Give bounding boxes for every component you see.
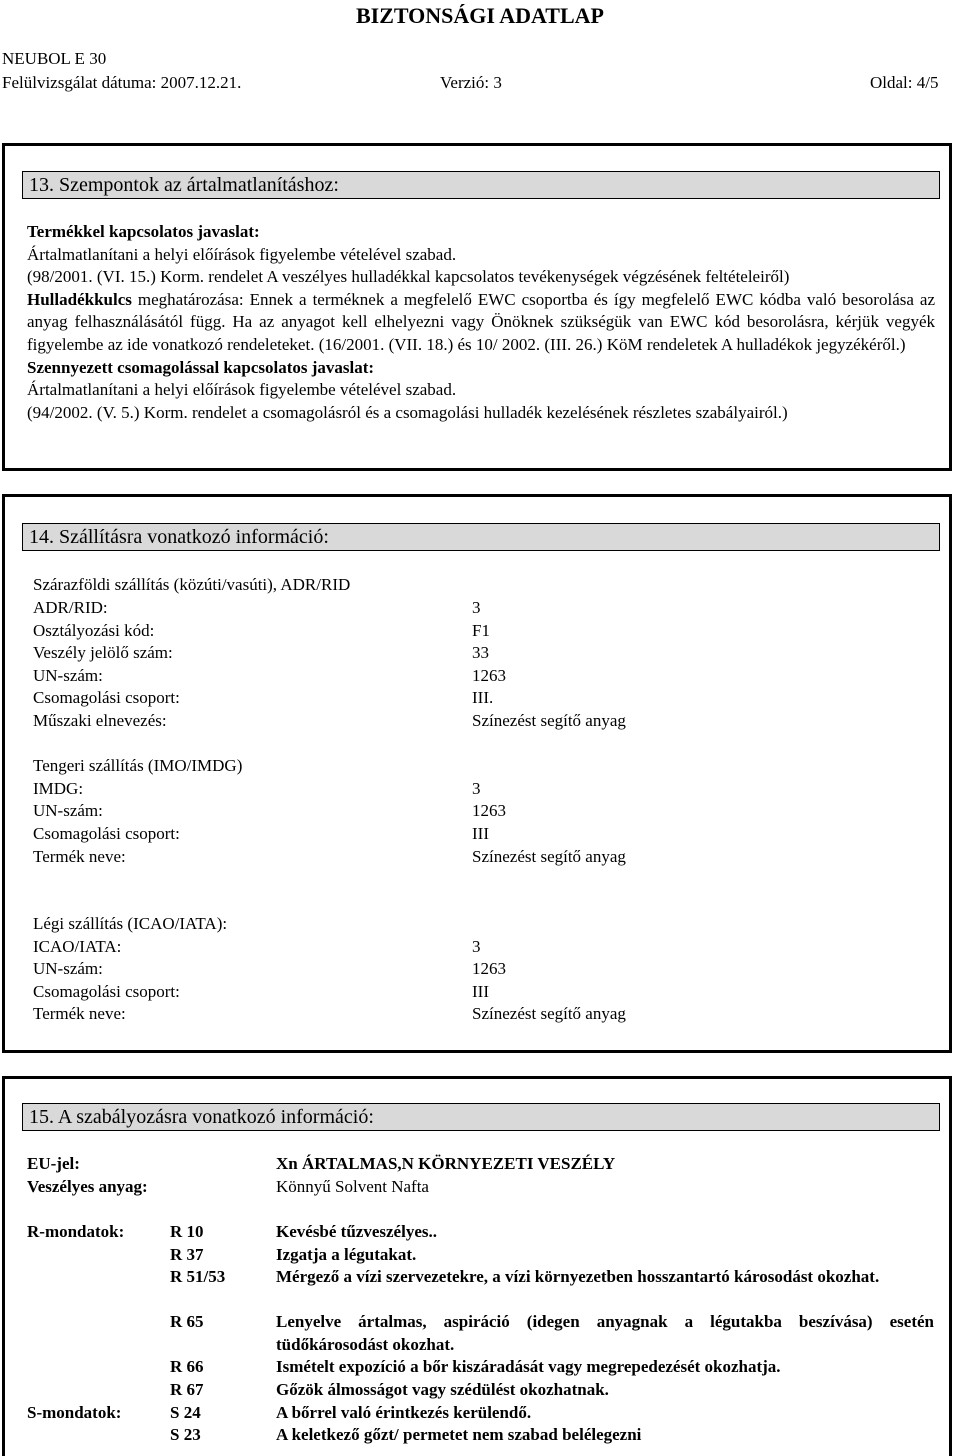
land-row-label: Műszaki elnevezés: [33, 711, 167, 730]
land-row-label: Veszély jelölő szám: [33, 643, 173, 662]
eu-symbol-value: Xn ÁRTALMAS,N KÖRNYEZETI VESZÉLY [276, 1154, 616, 1173]
r-phrase-text: Ismételt expozíció a bőr kiszáradását vagy megrepedezését okozhatja. [276, 1357, 781, 1376]
land-row-value: F1 [472, 621, 490, 640]
land-row-value: 1263 [472, 666, 506, 685]
air-row-label: UN-szám: [33, 959, 103, 978]
air-row-value: 3 [472, 937, 481, 956]
s-phrase-text: A keletkező gőzt/ permetet nem szabad belélegezni [276, 1425, 642, 1444]
sea-row-label: IMDG: [33, 779, 84, 798]
sea-row-value: III [472, 824, 489, 843]
s-phrase-text: A bőrrel való érintkezés kerülendő. [276, 1403, 532, 1422]
land-row-label: UN-szám: [33, 666, 103, 685]
version: Verzió: 3 [440, 73, 502, 92]
r-phrase-code: R 37 [170, 1245, 204, 1264]
waste-key-text: meghatározása: Ennek a terméknek a megfelelő EWC csoportba és így megfelelő EWC kódba való besorolása az anyag felhasználásától függ. Ha az anyagot kell elhelyezni vagy Önöknek szükségük van EWC kód besorolásra, kérjük vegyék figyelembe az ide vonatkozó rendeleteket. (16/2001. (VII. 18.) és 10/ 2002. (III. 26.) KöM rendeletek A hulladékok jegyzékéről.) [27, 289, 935, 354]
r-phrase-code: R 51/53 [170, 1267, 226, 1286]
land-row-label: Csomagolási csoport: [33, 688, 180, 707]
sea-row-value: 3 [472, 779, 481, 798]
disposal-line-2: (98/2001. (VI. 15.) Korm. rendelet A veszélyes hulladékkal kapcsolatos tevékenységek végzésének feltételeiről) [27, 267, 790, 287]
packaging-recommendation-heading: Szennyezett csomagolással kapcsolatos javaslat: [27, 357, 375, 377]
section-14-title: 14. Szállításra vonatkozó információ: [22, 523, 940, 551]
sea-row-value: Színezést segítő anyag [472, 847, 626, 866]
air-row-value: III [472, 982, 489, 1001]
r-phrase-code: R 66 [170, 1357, 204, 1376]
r-phrase-text: Kevésbé tűzveszélyes.. [276, 1222, 437, 1241]
revision-date: Felülvizsgálat dátuma: 2007.12.21. [2, 73, 242, 92]
waste-key-term: Hulladékkulcs [27, 289, 132, 309]
section-15-title: 15. A szabályozásra vonatkozó információ: [22, 1103, 940, 1131]
page-number: Oldal: 4/5 [870, 73, 939, 92]
s-phrase-code: S 23 [170, 1425, 201, 1444]
section-13-title: 13. Szempontok az ártalmatlanításhoz: [22, 171, 940, 199]
r-phrases-label: R-mondatok: [27, 1222, 125, 1241]
product-recommendation-heading: Termékkel kapcsolatos javaslat: [27, 222, 260, 241]
disposal-line-1: Ártalmatlanítani a helyi előírások figyelembe vételével szabad. [27, 244, 457, 264]
s-phrase-code: S 24 [170, 1403, 201, 1422]
land-transport-heading: Szárazföldi szállítás (közúti/vasúti), ADR/RID [33, 575, 351, 594]
sea-row-label: Csomagolási csoport: [33, 824, 180, 843]
hazardous-substance-label: Veszélyes anyag: [27, 1177, 148, 1196]
sea-row-label: UN-szám: [33, 801, 103, 820]
land-row-label: ADR/RID: [33, 598, 108, 617]
air-row-value: 1263 [472, 959, 506, 978]
sea-row-value: 1263 [472, 801, 506, 820]
s-phrases-label: S-mondatok: [27, 1403, 122, 1422]
packaging-line-1: Ártalmatlanítani a helyi előírások figyelembe vételével szabad. [27, 380, 457, 400]
hazardous-substance-value: Könnyű Solvent Nafta [276, 1177, 429, 1196]
land-row-value: Színezést segítő anyag [472, 711, 626, 730]
waste-key-paragraph [27, 289, 935, 357]
r-phrase-text: Mérgező a vízi szervezetekre, a vízi környezetben hosszantartó károsodást okozhat. [276, 1267, 880, 1286]
land-row-value: 33 [472, 643, 489, 662]
r-phrase-text: Gőzök álmosságot vagy szédülést okozhatnak. [276, 1380, 609, 1399]
r-phrase-code: R 67 [170, 1380, 204, 1399]
section-13-body [27, 221, 935, 424]
land-row-value: 3 [472, 598, 481, 617]
r-phrase-code: R 10 [170, 1222, 204, 1241]
land-row-value: III. [472, 688, 494, 707]
document-title: BIZTONSÁGI ADATLAP [356, 3, 604, 28]
sea-transport-heading: Tengeri szállítás (IMO/IMDG) [33, 756, 243, 775]
air-row-label: Csomagolási csoport: [33, 982, 180, 1001]
air-row-label: Termék neve: [33, 1004, 126, 1023]
land-row-label: Osztályozási kód: [33, 621, 155, 640]
air-row-label: ICAO/IATA: [33, 937, 122, 956]
packaging-line-2: (94/2002. (V. 5.) Korm. rendelet a csomagolásról és a csomagolási hulladék kezelésének részletes szabályairól.) [27, 402, 788, 422]
air-row-value: Színezést segítő anyag [472, 1004, 626, 1023]
r-phrase-text: Izgatja a légutakat. [276, 1245, 417, 1264]
product-name: NEUBOL E 30 [2, 49, 107, 68]
r-phrase-text: Lenyelve ártalmas, aspiráció (idegen anyagnak a légutakba beszívása) esetén tüdőkárosodást okozhat. [276, 1312, 934, 1354]
sea-row-label: Termék neve: [33, 847, 126, 866]
eu-symbol-label: EU-jel: [27, 1154, 80, 1173]
air-transport-heading: Légi szállítás (ICAO/IATA): [33, 914, 228, 933]
r-phrase-code: R 65 [170, 1312, 204, 1331]
